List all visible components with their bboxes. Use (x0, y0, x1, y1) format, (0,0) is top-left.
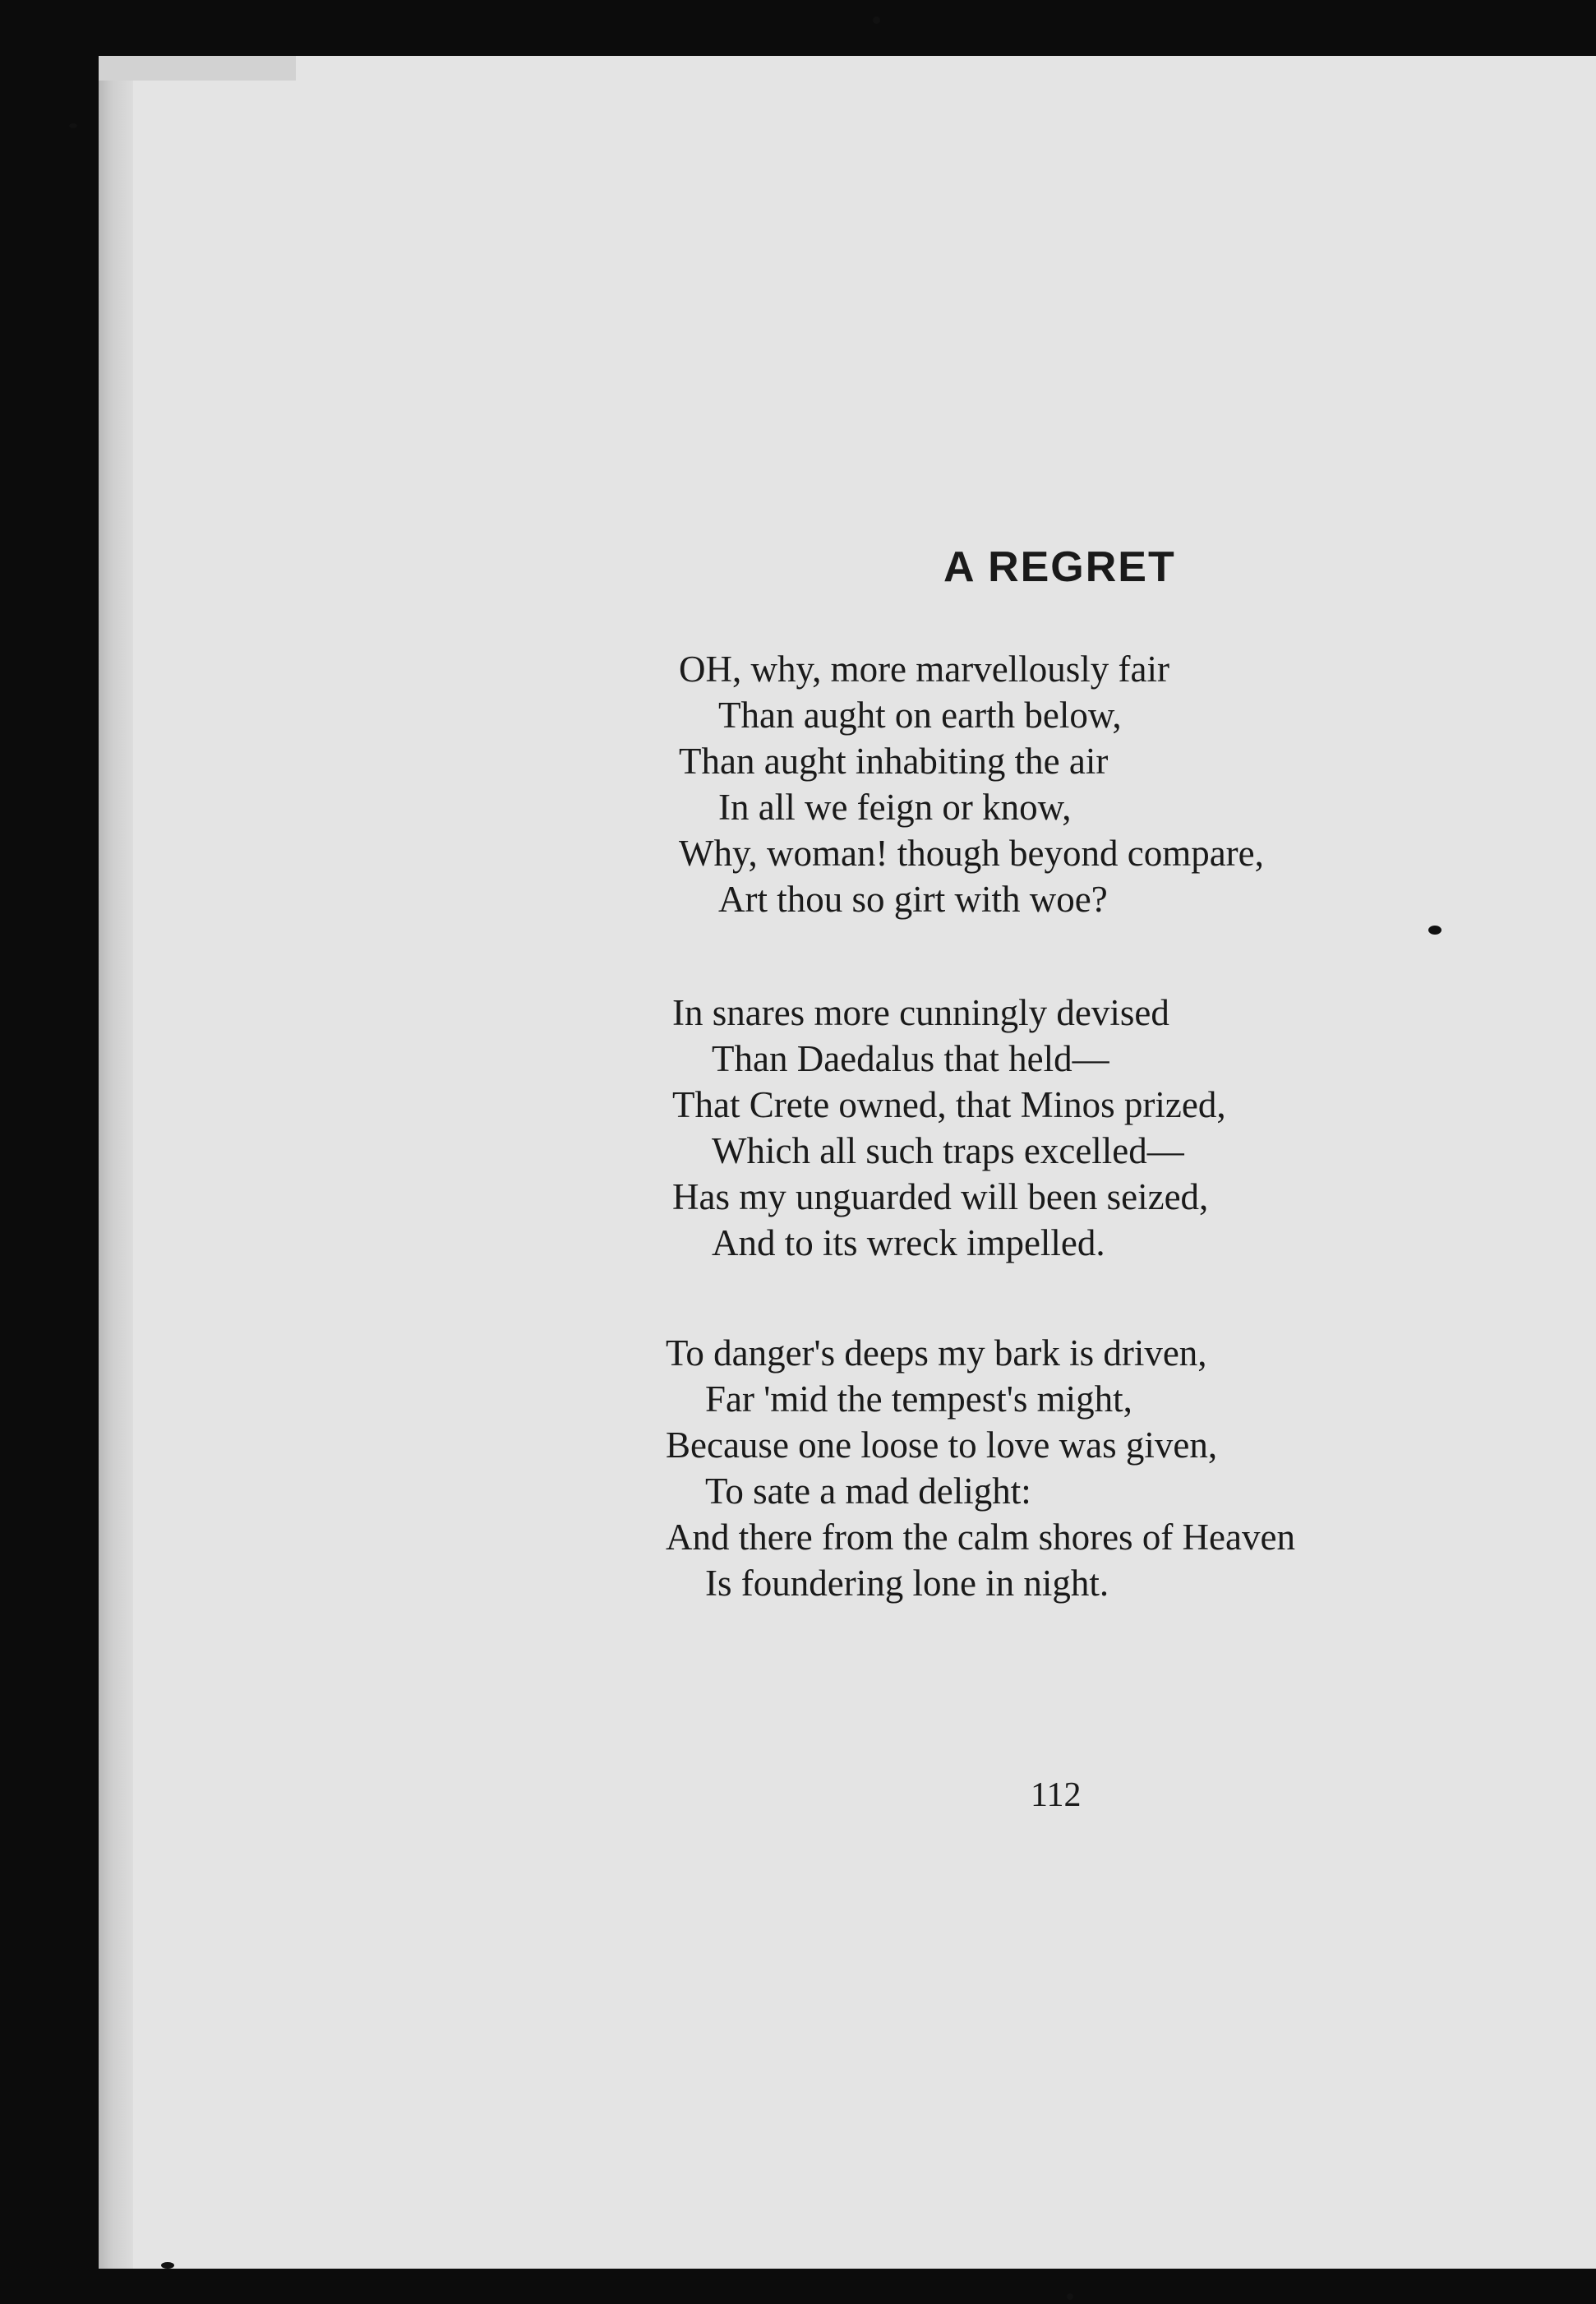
verse-line: In snares more cunningly devised (672, 992, 1169, 1033)
poem-title: A REGRET (943, 543, 1176, 591)
verse-line: Than aught on earth below, (718, 695, 1122, 736)
verse-line: OH, why, more marvellously fair (679, 649, 1169, 690)
verse-line: Which all such traps excelled— (712, 1130, 1184, 1171)
verse-line: Why, woman! though beyond compare, (679, 833, 1264, 874)
verse-line: In all we feign or know, (718, 787, 1072, 828)
verse-line: Far 'mid the tempest's might, (705, 1378, 1132, 1420)
verse-line: Art thou so girt with woe? (718, 879, 1108, 920)
verse-line: Than Daedalus that held— (712, 1038, 1109, 1079)
verse-line: And there from the calm shores of Heaven (666, 1517, 1295, 1558)
stanza-1 (679, 646, 1264, 922)
verse-line: Because one loose to love was given, (666, 1424, 1218, 1466)
verse-line: To sate a mad delight: (705, 1471, 1031, 1512)
verse-line: Than aught inhabiting the air (679, 741, 1109, 782)
page-number: 112 (1031, 1776, 1082, 1814)
verse-line: Has my unguarded will been seized, (672, 1176, 1209, 1217)
verse-line: Is foundering lone in night. (705, 1563, 1109, 1604)
verse-line: To danger's deeps my bark is driven, (666, 1332, 1207, 1374)
stanza-2 (672, 990, 1226, 1266)
stanza-3 (666, 1330, 1295, 1606)
verse-line: That Crete owned, that Minos prized, (672, 1084, 1226, 1125)
verse-line: And to its wreck impelled. (712, 1222, 1105, 1263)
